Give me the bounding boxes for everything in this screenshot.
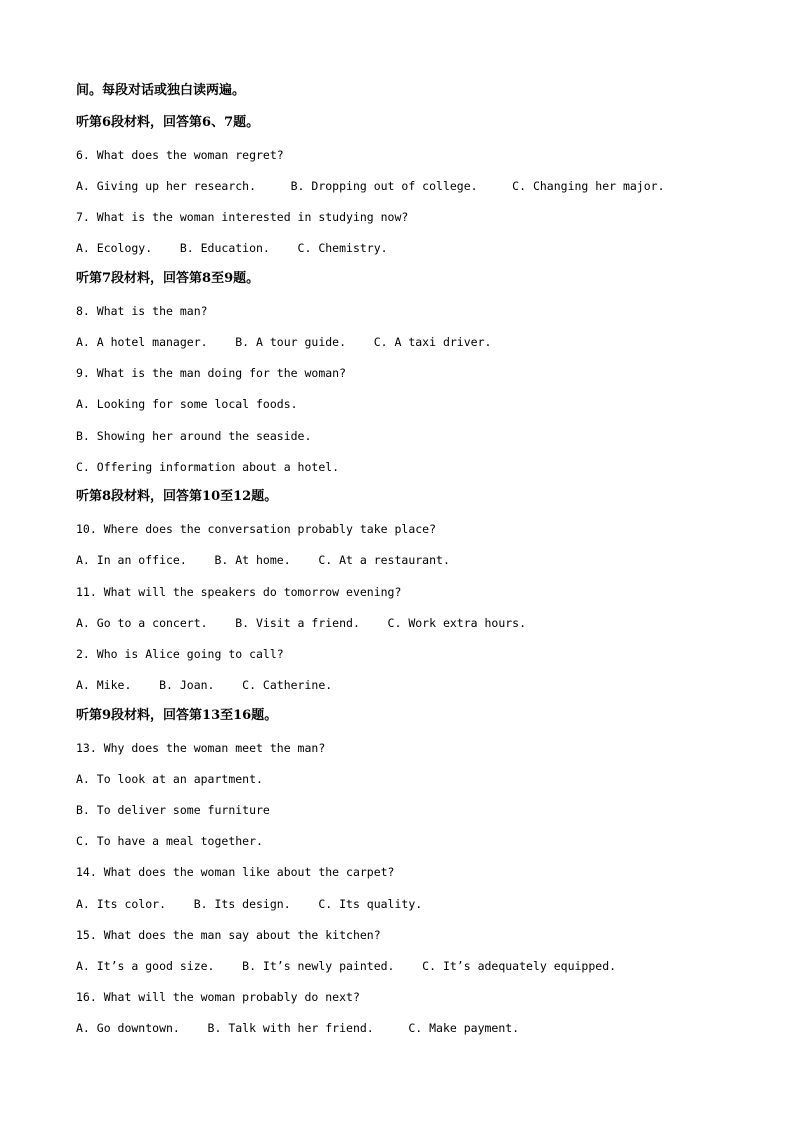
question-text: 7. What is the woman interested in studying now?: [76, 210, 409, 224]
section-heading: 听第8段材料，回答第10至12题。: [76, 489, 278, 504]
answer-option: A. Looking for some local foods.: [76, 397, 298, 411]
question-text: 14. What does the woman like about the carpet?: [76, 865, 395, 879]
section-heading: 听第7段材料，回答第8至9题。: [76, 271, 260, 286]
answer-options: A. Ecology. B. Education. C. Chemistry.: [76, 241, 388, 255]
question-text: 9. What is the man doing for the woman?: [76, 366, 347, 380]
instruction-text: 间。每段对话或独白读两遍。: [76, 83, 246, 98]
answer-options: A. Giving up her research. B. Dropping out of college. C. Changing her major.: [76, 179, 665, 193]
question-text: 13. Why does the woman meet the man?: [76, 741, 326, 755]
answer-option: C. Offering information about a hotel.: [76, 460, 340, 474]
answer-options: A. Go downtown. B. Talk with her friend. C. Make payment.: [76, 1021, 520, 1035]
question-text: 15. What does the man say about the kitchen?: [76, 928, 381, 942]
question-text: 10. Where does the conversation probably take place?: [76, 522, 437, 536]
answer-option: A. To look at an apartment.: [76, 772, 263, 786]
answer-options: A. Go to a concert. B. Visit a friend. C. Work extra hours.: [76, 616, 527, 630]
question-text: 6. What does the woman regret?: [76, 148, 284, 162]
section-heading: 听第6段材料，回答第6、7题。: [76, 115, 260, 130]
question-text: 11. What will the speakers do tomorrow evening?: [76, 585, 402, 599]
question-text: 2. Who is Alice going to call?: [76, 647, 284, 661]
answer-option: B. Showing her around the seaside.: [76, 429, 312, 443]
answer-options: A. Its color. B. Its design. C. Its quality.: [76, 897, 423, 911]
answer-options: A. A hotel manager. B. A tour guide. C. A taxi driver.: [76, 335, 492, 349]
answer-option: C. To have a meal together.: [76, 834, 263, 848]
answer-options: A. Mike. B. Joan. C. Catherine.: [76, 678, 333, 692]
answer-options: A. In an office. B. At home. C. At a restaurant.: [76, 553, 450, 567]
answer-option: B. To deliver some furniture: [76, 803, 270, 817]
question-text: 16. What will the woman probably do next?: [76, 990, 360, 1004]
question-text: 8. What is the man?: [76, 304, 208, 318]
section-heading: 听第9段材料，回答第13至16题。: [76, 708, 278, 723]
answer-options: A. It’s a good size. B. It’s newly painted. C. It’s adequately equipped.: [76, 959, 617, 973]
